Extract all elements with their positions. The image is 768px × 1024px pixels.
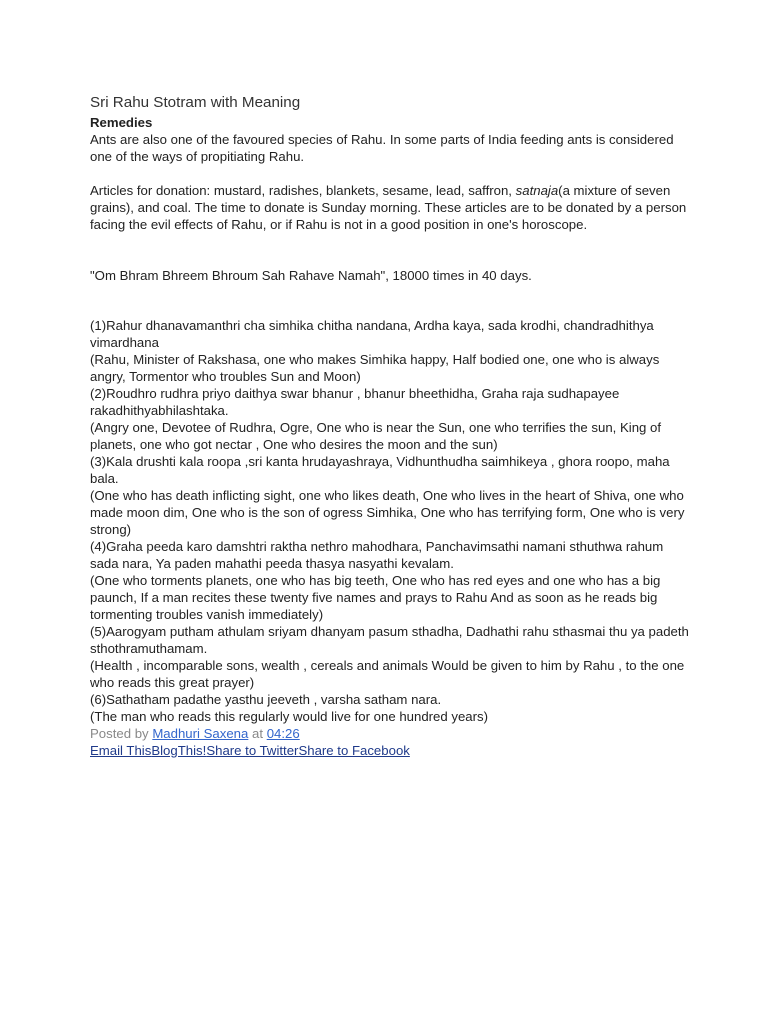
verse-line: (4)Graha peeda karo damshtri raktha nethro mahodhara, Panchavimsathi namani sthuthwa rahum sada nara, Ya paden mahathi peeda thasya nasyathi kevalam. <box>90 539 664 571</box>
blog-post <box>90 94 690 759</box>
posted-by-label: Posted by <box>90 726 153 741</box>
verse-line: (3)Kala drushti kala roopa ,sri kanta hrudayashraya, Vidhunthudha saimhikeya , ghora roopo, maha bala. <box>90 454 670 486</box>
donation-text-end: (a mixture of seven grains), and coal. The time to donate is Sunday morning. These articles are to be donated by a person facing the evil effects of Rahu, or if Rahu is not in a good position in one's horoscope. <box>90 183 687 232</box>
spacer <box>90 284 690 317</box>
mantra-line: "Om Bhram Bhreem Bhroum Sah Rahave Namah", 18000 times in 40 days. <box>90 268 532 283</box>
verse-line: (5)Aarogyam putham athulam sriyam dhanyam pasum sthadha, Dadhathi rahu sthasmai thu ya padeth sthothramuthamam. <box>90 624 689 656</box>
verse-meaning: (The man who reads this regularly would live for one hundred years) <box>90 709 489 724</box>
section-heading: Remedies <box>90 115 153 130</box>
email-this-link[interactable]: Email This <box>90 743 152 758</box>
donation-italic-term: satnaja <box>515 183 559 198</box>
verse-line: (1)Rahur dhanavamanthri cha simhika chitha nandana, Ardha kaya, sada krodhi, chandradhithya vimardhana <box>90 318 654 350</box>
timestamp-link[interactable]: 04:26 <box>266 726 300 741</box>
verse-meaning: (Health , incomparable sons, wealth , cereals and animals Would be given to him by Rahu , to the one who reads this great prayer) <box>90 658 685 690</box>
donation-text-start: Articles for donation: mustard, radishes, blankets, sesame, lead, saffron, <box>90 183 516 198</box>
spacer <box>90 165 690 182</box>
verse-meaning: (One who has death inflicting sight, one who likes death, One who lives in the heart of Shiva, one who made moon dim, One who is the son of ogress Simhika, One who has terrifying form, One who is very strong) <box>90 488 685 537</box>
post-footer <box>90 725 690 742</box>
intro-paragraph: Ants are also one of the favoured species of Rahu. In some parts of India feeding ants is considered one of the ways of propitiating Rahu. <box>90 132 674 164</box>
verse-meaning: (One who torments planets, one who has big teeth, One who has red eyes and one who has a big paunch, If a man recites these twenty five names and prays to Rahu And as soon as he reads big tormenting troubles vanish immediately) <box>90 573 661 622</box>
at-label: at <box>248 726 267 741</box>
share-links <box>90 742 690 759</box>
donation-paragraph <box>90 182 690 233</box>
verse-meaning: (Rahu, Minister of Rakshasa, one who makes Simhika happy, Half bodied one, one who is always angry, Tormentor who troubles Sun and Moon) <box>90 352 660 384</box>
post-title: Sri Rahu Stotram with Meaning <box>90 94 301 111</box>
spacer <box>90 233 690 267</box>
share-facebook-link[interactable]: Share to Facebook <box>298 743 410 758</box>
author-link[interactable]: Madhuri Saxena <box>152 726 249 741</box>
verse-line: (6)Sathatham padathe yasthu jeeveth , varsha satham nara. <box>90 692 442 707</box>
verse-meaning: (Angry one, Devotee of Rudhra, Ogre, One who is near the Sun, one who terrifies the sun, King of planets, one who got nectar , One who desires the moon and the sun) <box>90 420 662 452</box>
verse-line: (2)Roudhro rudhra priyo daithya swar bhanur , bhanur bheethidha, Graha raja sudhapayee rakadhithyabhilashtaka. <box>90 386 620 418</box>
verses-block <box>90 317 690 725</box>
share-twitter-link[interactable]: Share to Twitter <box>206 743 299 758</box>
blogthis-link[interactable]: BlogThis! <box>151 743 207 758</box>
